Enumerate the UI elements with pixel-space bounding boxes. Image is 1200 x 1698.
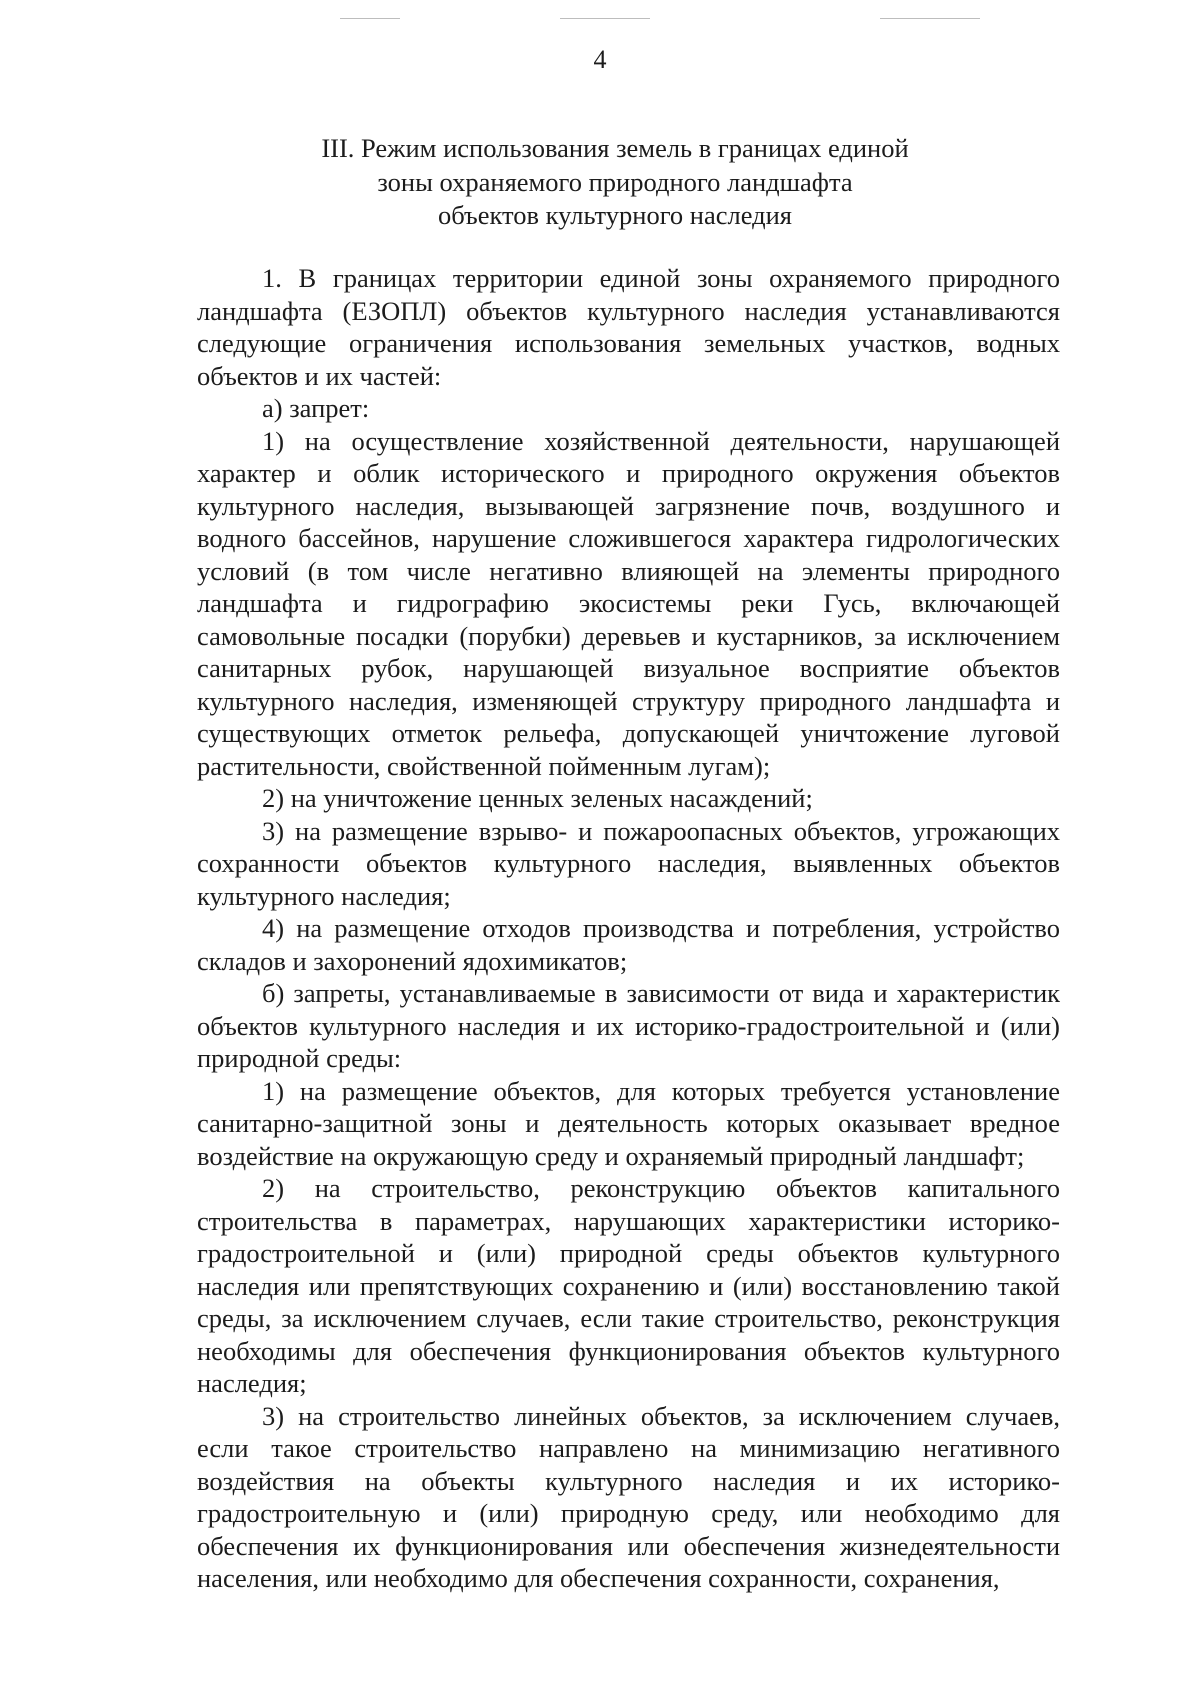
- scan-artifact: [340, 18, 400, 19]
- scan-artifact: [560, 18, 650, 19]
- paragraph-a-4: 4) на размещение отходов производства и потребления, устройство складов и захоронений ядохимикатов;: [197, 913, 1060, 976]
- paragraph-a-1: 1) на осуществление хозяйственной деятельности, нарушающей характер и облик исторического и природного окружения объектов культурного наследия, вызывающей загрязнение почв, воздушного и водного бассейнов, нарушение сложившегося характера гидрологических условий (в том числе негативно влияющей на элементы природного ландшафта и гидрографию экосистемы реки Гусь, включающей самовольные посадки (порубки) деревьев и кустарников, за исключением санитарных рубок, нарушающей визуальное восприятие объектов культурного наследия, изменяющей структуру природного ландшафта и существующих отметок рельефа, допускающей уничтожение луговой растительности, свойственной пойменным лугам);: [197, 425, 1060, 781]
- paragraph-b: б) запреты, устанавливаемые в зависимости от вида и характеристик объектов культурного наследия и их историко-градостроительной и (или) природной среды:: [197, 978, 1060, 1073]
- page-number: 4: [593, 45, 607, 74]
- paragraph-b-3: 3) на строительство линейных объектов, за исключением случаев, если такое строительство направлено на минимизацию негативного воздействия на объекты культурного наследия и их историко-градостроительную и (или) природную среду, или необходимо для обеспечения их функционирования или обеспечения жизнедеятельности населения, или необходимо для обеспечения сохранности, сохранения,: [197, 1400, 1060, 1593]
- heading-line: III. Режим использования земель в границах единой: [321, 133, 909, 163]
- paragraph-a-3: 3) на размещение взрыво- и пожароопасных объектов, угрожающих сохранности объектов культурного наследия, выявленных объектов культурного наследия;: [197, 815, 1060, 911]
- scan-artifact: [880, 18, 980, 19]
- paragraph-1: 1. В границах территории единой зоны охраняемого природного ландшафта (ЕЗОПЛ) объектов культурного наследия устанавливаются следующие ограничения использования земельных участков, водных объектов и их частей:: [197, 263, 1060, 391]
- heading-line: объектов культурного наследия: [437, 200, 792, 230]
- document-body: [197, 262, 1060, 1595]
- paragraph-b-2: 2) на строительство, реконструкцию объектов капитального строительства в параметрах, нарушающих характеристики историко-градостроительной и (или) природной среды объектов культурного наследия или препятствующих сохранению и (или) восстановлению такой среды, за исключением случаев, если такие строительство, реконструкция необходимы для обеспечения функционирования объектов культурного наследия;: [197, 1173, 1060, 1398]
- paragraph-b-1: 1) на размещение объектов, для которых требуется установление санитарно-защитной зоны и деятельность которых оказывает вредное воздействие на окружающую среду и охраняемый природный ландшафт;: [197, 1075, 1060, 1171]
- section-heading: [180, 132, 1050, 233]
- paragraph-a-2: 2) на уничтожение ценных зеленых насаждений;: [262, 783, 813, 813]
- heading-line: зоны охраняемого природного ландшафта: [377, 166, 853, 197]
- paragraph-a: а) запрет:: [262, 393, 370, 423]
